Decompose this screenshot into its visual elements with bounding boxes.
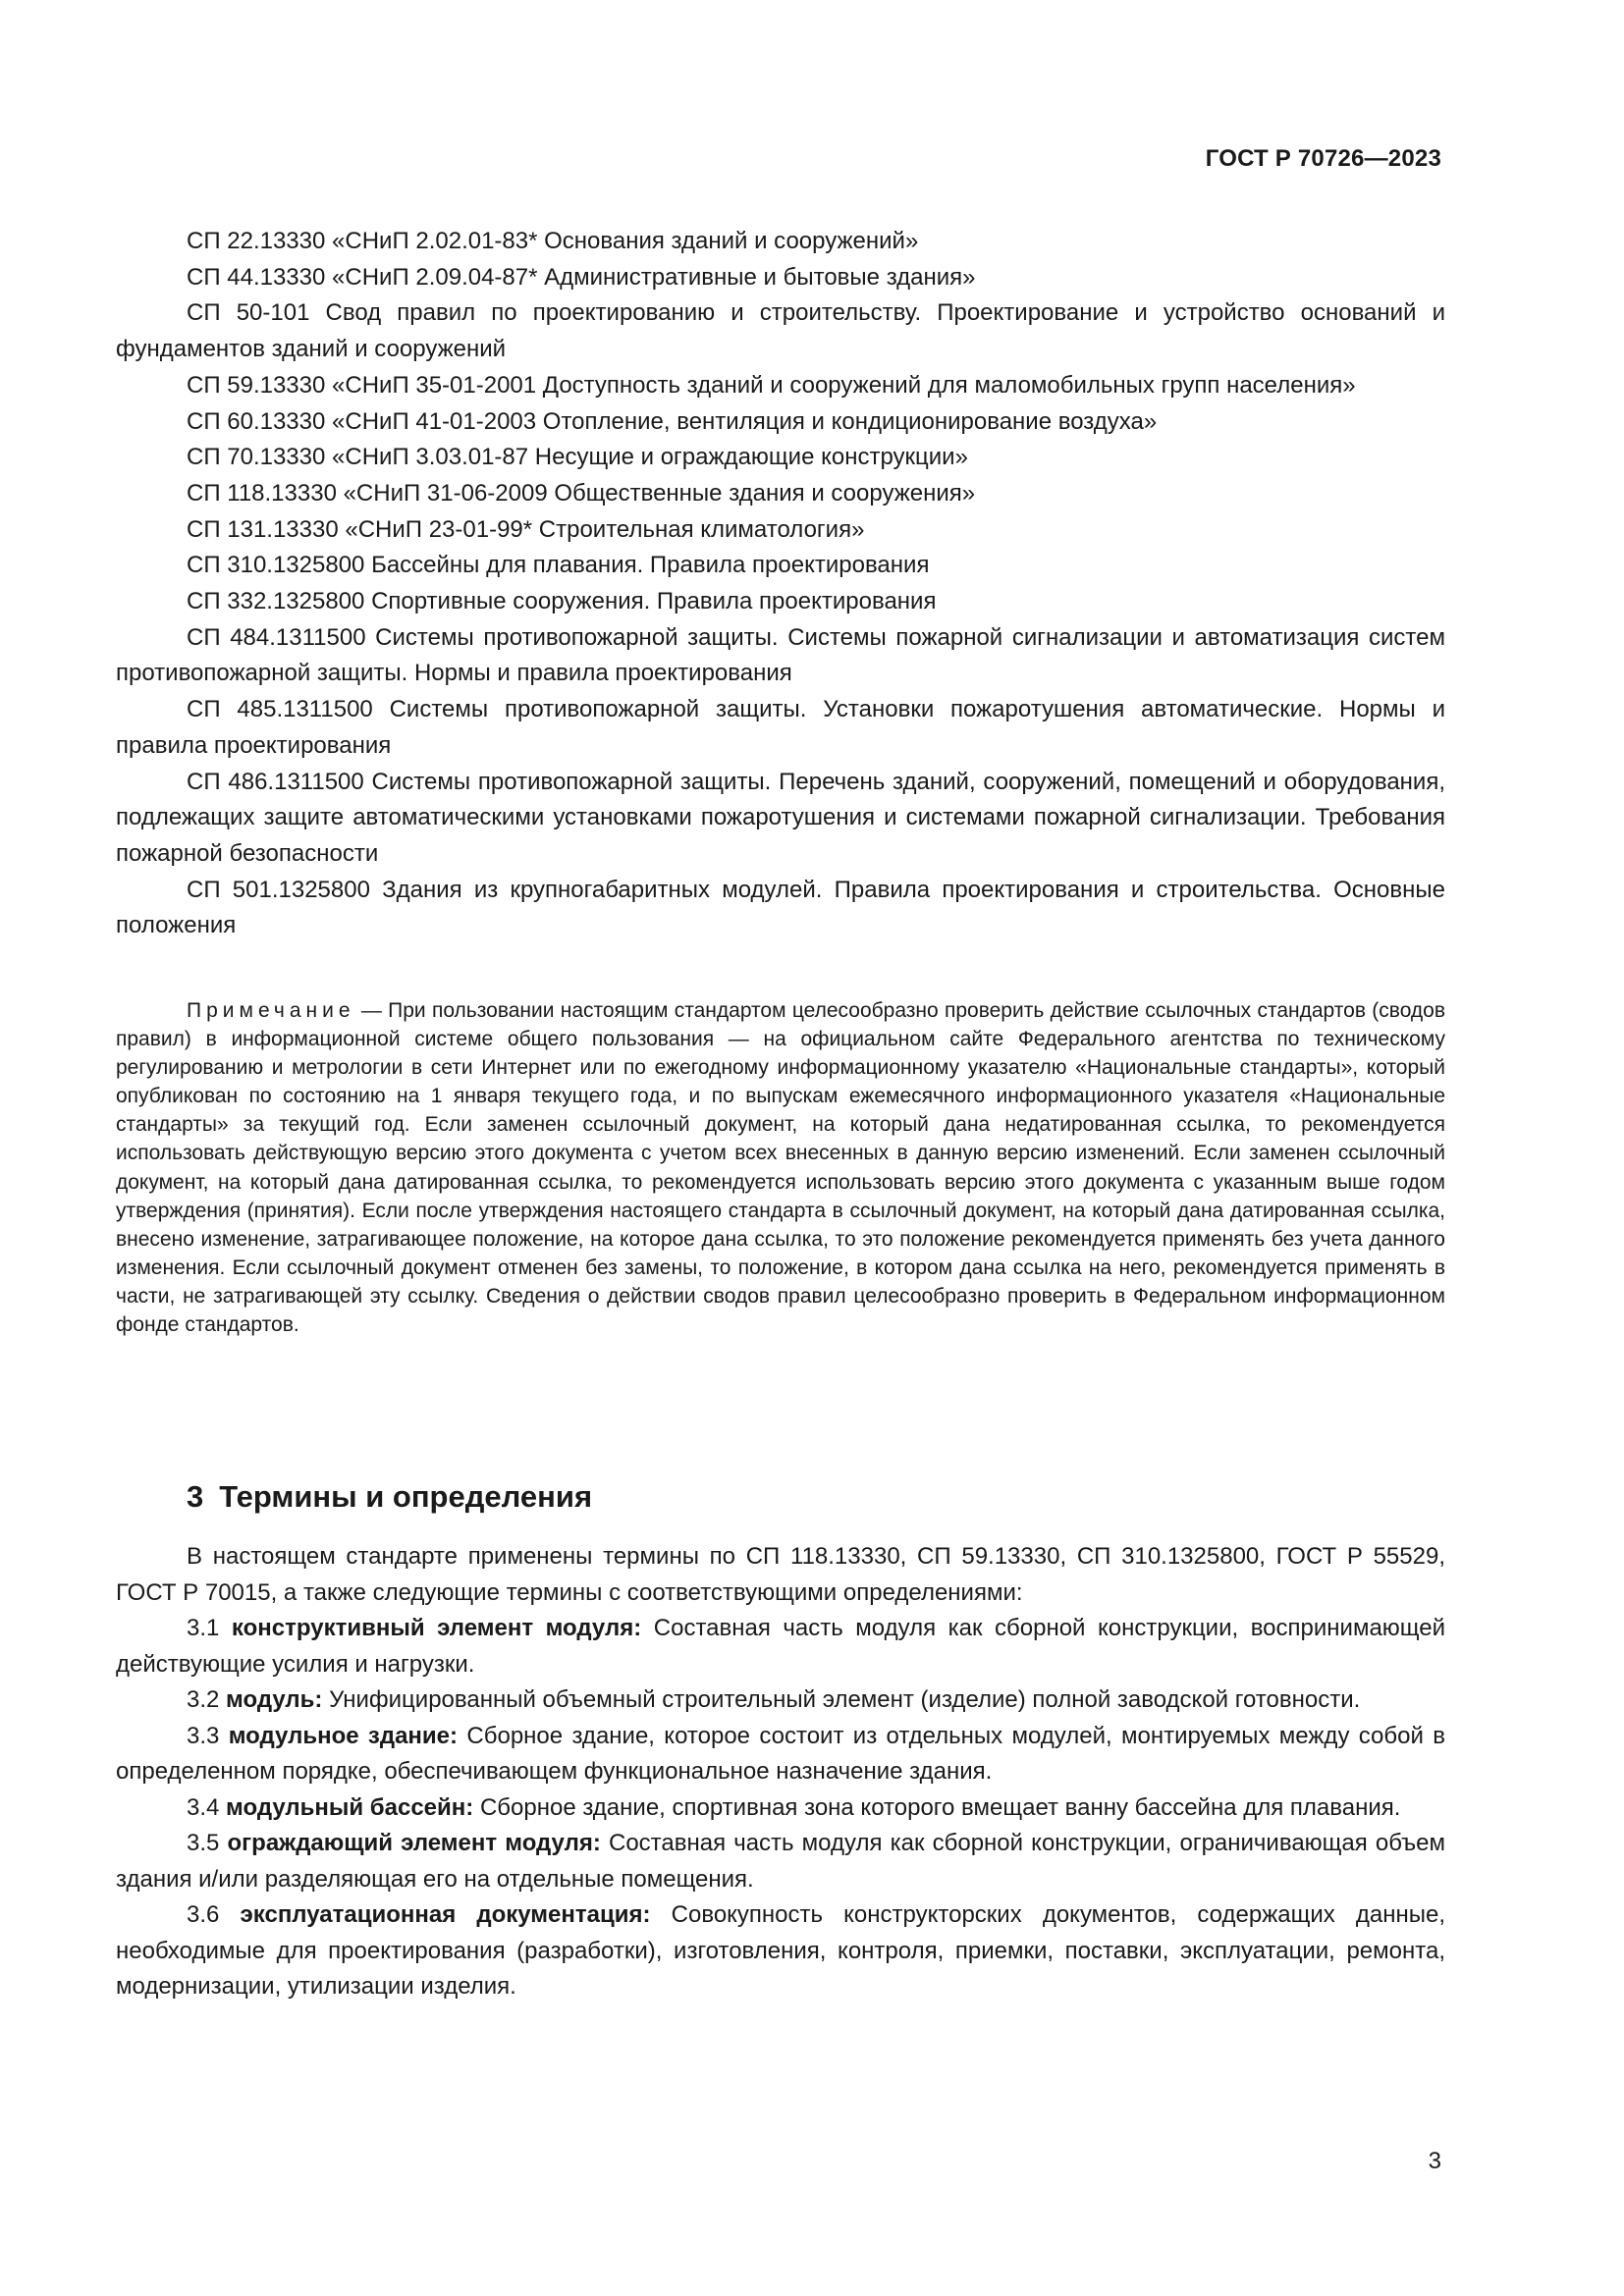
reference-item: СП 59.13330 «СНиП 35-01-2001 Доступность зданий и сооружений для маломобильных групп населения»: [187, 371, 1356, 399]
term-definition: Сборное здание, которое состоит из отдельных модулей, монтируемых между собой в определенном порядке, обеспечивающем функциональное назначение здания.: [116, 1722, 1446, 1785]
note-label: Примечание: [187, 999, 355, 1022]
term-entry: [116, 1897, 1445, 2005]
term-entry: [116, 1611, 1445, 1682]
reference-item: СП 131.13330 «СНиП 23-01-99* Строительная климатология»: [187, 515, 865, 543]
term-number: 3.4: [187, 1793, 220, 1821]
term-name: эксплуатационная документация:: [240, 1901, 651, 1928]
term-entry: [116, 1826, 1445, 1897]
section-heading: [187, 1479, 592, 1515]
term-definition: Составная часть модуля как сборной конструкции, ограничивающая объем здания и/или разделяющая его на отдельные помещения.: [116, 1830, 1446, 1893]
reference-item: СП 310.1325800 Бассейны для плавания. Правила проектирования: [187, 552, 930, 579]
term-name: модуль:: [226, 1686, 323, 1713]
section-intro: В настоящем стандарте применены термины по СП 118.13330, СП 59.13330, СП 310.1325800, ГОСТ Р 55529, ГОСТ Р 70015, а также следующие термины с соответствующими определениями:: [116, 1543, 1445, 1606]
document-number-header: ГОСТ Р 70726—2023: [1205, 145, 1441, 172]
term-number: 3.6: [187, 1901, 220, 1928]
term-definition: Совокупность конструкторских документов, содержащих данные, необходимые для проектирования (разработки), изготовления, контроля, приемки, поставки, эксплуатации, ремонта, модернизации, утилизации изделия.: [116, 1901, 1446, 2000]
reference-item: СП 70.13330 «СНиП 3.03.01-87 Несущие и ограждающие конструкции»: [187, 444, 968, 471]
section-number: 3: [187, 1479, 204, 1514]
note-paragraph: [116, 996, 1445, 1339]
term-name: модульный бассейн:: [226, 1793, 474, 1821]
section-title: Термины и определения: [219, 1479, 593, 1514]
terms-section-body: [116, 1539, 1445, 2005]
reference-item: СП 486.1311500 Системы противопожарной защиты. Перечень зданий, сооружений, помещений и оборудования, подлежащих защите автоматическими установками пожаротушения и системами пожарной сигнализации. Требования пожарной безопасности: [116, 768, 1445, 867]
normative-references-list: [116, 224, 1445, 944]
reference-item: СП 485.1311500 Системы противопожарной защиты. Установки пожаротушения автоматические. Нормы и правила проектирования: [116, 696, 1445, 759]
reference-item: СП 22.13330 «СНиП 2.02.01-83* Основания зданий и сооружений»: [187, 228, 919, 254]
reference-item: СП 50-101 Свод правил по проектированию и строительству. Проектирование и устройство оснований и фундаментов зданий и сооружений: [116, 299, 1445, 363]
term-number: 3.2: [187, 1686, 220, 1713]
term-name: модульное здание:: [228, 1722, 459, 1749]
term-number: 3.3: [187, 1722, 220, 1749]
term-entry: [116, 1682, 1445, 1719]
references-note: [116, 996, 1445, 1339]
term-number: 3.1: [187, 1615, 220, 1641]
reference-item: СП 60.13330 «СНиП 41-01-2003 Отопление, вентиляция и кондиционирование воздуха»: [187, 407, 1158, 435]
term-name: конструктивный элемент модуля:: [231, 1615, 642, 1641]
reference-item: СП 332.1325800 Спортивные сооружения. Правила проектирования: [187, 588, 937, 615]
term-definition: Сборное здание, спортивная зона которого вмещает ванну бассейна для плавания.: [479, 1793, 1401, 1821]
reference-item: СП 484.1311500 Системы противопожарной защиты. Системы пожарной сигнализации и автоматизация систем противопожарной защиты. Нормы и правила проектирования: [116, 623, 1445, 687]
reference-item: СП 118.13330 «СНиП 31-06-2009 Общественные здания и сооружения»: [187, 479, 976, 507]
term-entry: [116, 1790, 1445, 1827]
note-text: — При пользовании настоящим стандартом целесообразно проверить действие ссылочных стандартов (сводов правил) в информационной системе общего пользования — на официальном сайте Федерального агентства по техническому регулированию и метрологии в сети Интернет или по ежегодному информационному указателю «Национальные стандарты», который опубликован по состоянию на 1 января текущего года, и по выпускам ежемесячного информационного указателя «Национальные стандарты» за текущий год. Если заменен ссылочный документ, на который дана недатированная ссылка, то рекомендуется использовать действующую версию этого документа с учетом всех внесенных в данную версию изменений. Если заменен ссылочный документ, на который дана датированная ссылка, то рекомендуется использовать версию этого документа с указанным выше годом утверждения (принятия). Если после утверждения настоящего стандарта в ссылочный документ, на который дана датированная ссылка, внесено изменение, затрагивающее положение, на которое дана ссылка, то это положение рекомендуется применять без учета данного изменения. Если ссылочный документ отменен без замены, то положение, в котором дана ссылка на него, рекомендуется применять в части, не затрагивающей эту ссылку. Сведения о действии сводов правил целесообразно проверить в Федеральном информационном фонде стандартов.: [116, 999, 1445, 1337]
reference-item: СП 501.1325800 Здания из крупногабаритных модулей. Правила проектирования и строительства. Основные положения: [116, 876, 1445, 939]
term-name: ограждающий элемент модуля:: [227, 1830, 601, 1856]
term-definition: Составная часть модуля как сборной конструкции, воспринимающей действующие усилия и нагрузки.: [116, 1615, 1446, 1678]
term-entry: [116, 1719, 1445, 1790]
reference-item: СП 44.13330 «СНиП 2.09.04-87* Административные и бытовые здания»: [187, 263, 976, 291]
term-number: 3.5: [187, 1830, 220, 1856]
term-definition: Унифицированный объемный строительный элемент (изделие) полной заводской готовности.: [329, 1686, 1361, 1713]
page-number: 3: [1428, 2148, 1441, 2174]
